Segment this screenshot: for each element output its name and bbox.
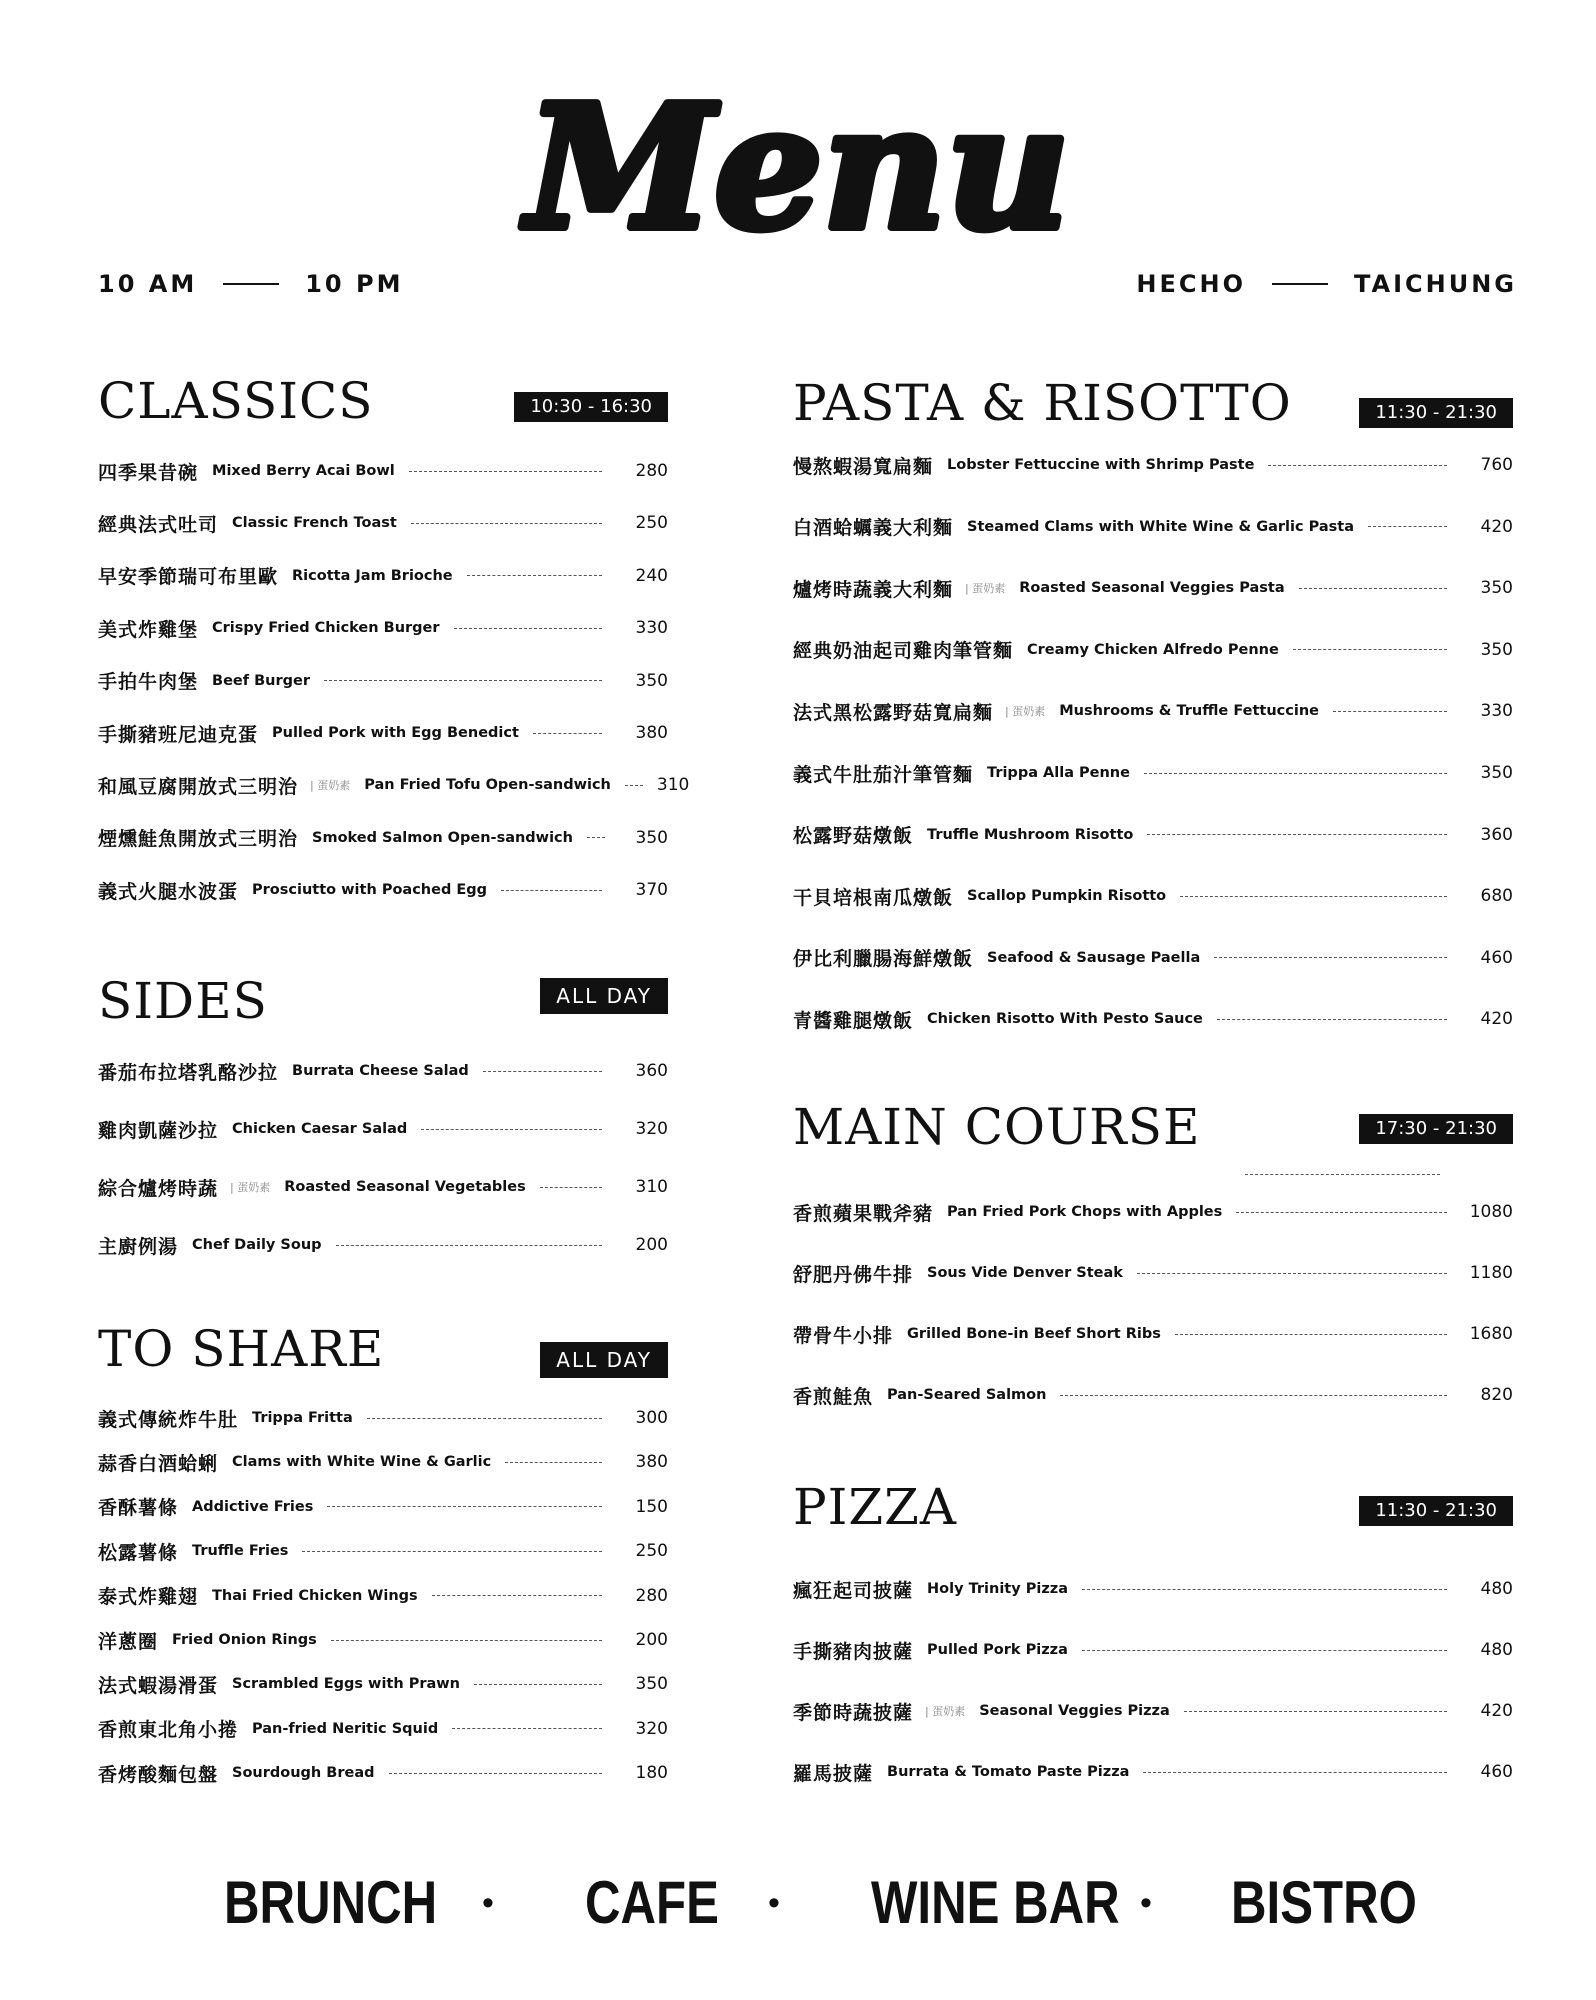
dish-name-zh: 早安季節瑞可布里歐: [98, 566, 279, 589]
price: 420: [1480, 1009, 1513, 1030]
vegetarian-tag: | 蛋奶素: [230, 1181, 271, 1194]
dish-name-en: Pan-fried Neritic Squid: [252, 1720, 439, 1737]
menu-item: [98, 456, 668, 486]
footer-tagline: [0, 1868, 1596, 1938]
dish-name-en: Scallop Pumpkin Risotto: [967, 888, 1167, 905]
dotted-leader: [483, 1071, 602, 1072]
dotted-leader: [327, 1506, 602, 1507]
dish-name-zh: 季節時蔬披薩: [793, 1701, 914, 1724]
dotted-leader: [302, 1551, 602, 1552]
price: 280: [635, 1585, 668, 1606]
dish-name-en: Sous Vide Denver Steak: [927, 1265, 1123, 1281]
menu-item: [98, 875, 668, 905]
dotted-leader: [1082, 1650, 1447, 1651]
dish-name-zh: 番茄布拉塔乳酪沙拉: [98, 1061, 279, 1084]
price: 380: [635, 1452, 668, 1473]
menu-item: [793, 696, 1513, 726]
dish-name-zh: 羅馬披薩: [793, 1762, 874, 1785]
dish-name-en: Roasted Seasonal Vegetables: [284, 1179, 526, 1195]
dish-name-en: Roasted Seasonal Veggies Pasta: [1019, 580, 1285, 597]
menu-item: [793, 450, 1513, 480]
dish-name-en: Beef Burger: [212, 672, 310, 689]
dish-name-zh: 手撕豬肉披薩: [793, 1640, 914, 1663]
price: 150: [635, 1496, 668, 1517]
dish-name-zh: 經典奶油起司雞肉筆管麵: [793, 640, 1014, 663]
dotted-leader: [389, 1773, 602, 1774]
dish-name-zh: 帶骨牛小排: [793, 1324, 894, 1347]
price: 380: [635, 723, 668, 743]
dish-name-zh: 泰式炸雞翅: [98, 1586, 199, 1609]
close-time: 10 PM: [305, 270, 404, 298]
dish-name-en: Truffle Fries: [192, 1543, 289, 1560]
dish-name-zh: 義式牛肚茄汁筆管麵: [793, 763, 974, 786]
section-pasta-risotto: [793, 370, 1513, 1032]
dish-name-en: Sourdough Bread: [232, 1765, 375, 1782]
dish-name-en: Fried Onion Rings: [172, 1632, 317, 1648]
menu-item: [98, 1625, 668, 1655]
dish-name-zh: 手拍牛肉堡: [98, 671, 199, 694]
dotted-leader: [625, 785, 643, 786]
vegetarian-tag: | 蛋奶素: [1005, 705, 1046, 719]
dish-name-en: Creamy Chicken Alfredo Penne: [1027, 641, 1279, 658]
dotted-leader: [331, 1640, 602, 1641]
menu-script-logo: [498, 62, 1098, 302]
dish-name-en: Mushrooms & Truffle Fettuccine: [1059, 703, 1319, 720]
section-title: PIZZA: [793, 1478, 957, 1536]
section-sides: [98, 968, 668, 1258]
time-badge: 11:30 - 21:30: [1359, 398, 1513, 428]
dish-name-zh: 美式炸雞堡: [98, 618, 199, 641]
price: 300: [635, 1408, 668, 1428]
price: 350: [635, 827, 668, 848]
dish-name-en: Crispy Fried Chicken Burger: [212, 620, 440, 637]
time-badge: ALL DAY: [540, 1342, 668, 1378]
hours-divider: [223, 283, 279, 285]
price: 820: [1480, 1385, 1513, 1405]
dish-name-zh: 舒肥丹佛牛排: [793, 1263, 914, 1286]
price: 420: [1480, 1701, 1513, 1721]
decorative-dashed-line: [1245, 1174, 1440, 1175]
dish-name-en: Seasonal Veggies Pizza: [979, 1703, 1170, 1719]
dish-name-en: Pan-Seared Salmon: [887, 1387, 1047, 1403]
menu-item: [98, 718, 668, 748]
menu-item: [793, 758, 1513, 788]
price: 250: [635, 1541, 668, 1562]
dish-name-zh: 香煎鮭魚: [793, 1385, 874, 1408]
dish-name-zh: 爐烤時蔬義大利麵: [793, 578, 954, 601]
menu-item: [98, 1056, 668, 1086]
price: 330: [635, 618, 668, 639]
menu-logo: [0, 62, 1596, 302]
menu-item: [793, 1757, 1513, 1787]
dotted-leader: [1175, 1334, 1447, 1335]
price: 350: [1480, 763, 1513, 783]
footer-word-wine-bar: WINE BAR: [871, 1869, 1120, 1936]
dish-name-zh: 瘋狂起司披薩: [793, 1579, 914, 1602]
dish-name-en: Ricotta Jam Brioche: [292, 567, 453, 584]
dish-name-en: Chef Daily Soup: [192, 1237, 322, 1253]
dish-name-zh: 法式蝦湯滑蛋: [98, 1674, 219, 1697]
price: 420: [1480, 516, 1513, 537]
menu-item: [98, 1172, 668, 1202]
dish-name-en: Lobster Fettuccine with Shrimp Paste: [947, 457, 1255, 473]
dish-name-zh: 香煎東北角小捲: [98, 1719, 239, 1742]
dish-name-en: Grilled Bone-in Beef Short Ribs: [907, 1326, 1161, 1342]
menu-item: [793, 820, 1513, 850]
footer-word-brunch: BRUNCH: [224, 1869, 438, 1936]
price: 350: [1480, 578, 1513, 599]
menu-item: [98, 561, 668, 591]
section-classics: [98, 368, 690, 903]
dotted-leader: [324, 680, 602, 681]
price: 480: [1480, 1640, 1513, 1660]
dotted-leader: [336, 1245, 602, 1246]
menu-item: [793, 1635, 1513, 1665]
dish-name-en: Classic French Toast: [232, 515, 397, 532]
price: 250: [635, 513, 668, 534]
dish-name-zh: 手撕豬班尼迪克蛋: [98, 723, 259, 746]
menu-item: [793, 1258, 1513, 1288]
menu-item: [793, 881, 1513, 911]
section-title: TO SHARE: [98, 1320, 385, 1378]
dotted-leader: [1147, 834, 1447, 835]
price: 480: [1480, 1579, 1513, 1599]
dotted-leader: [1236, 1212, 1447, 1213]
price: 760: [1480, 455, 1513, 475]
dotted-leader: [1060, 1395, 1447, 1396]
dotted-leader: [533, 733, 602, 734]
menu-item: [98, 1758, 668, 1788]
price: 310: [656, 775, 690, 796]
dotted-leader: [505, 1462, 602, 1463]
vegetarian-tag: | 蛋奶素: [965, 582, 1006, 596]
footer-separator: •: [768, 1884, 780, 1922]
dotted-leader: [1217, 1019, 1447, 1020]
price: 350: [1480, 639, 1513, 660]
menu-item: [98, 508, 668, 538]
dish-name-en: Pan Fried Pork Chops with Apples: [947, 1204, 1223, 1220]
open-time: 10 AM: [98, 270, 198, 298]
location-divider: [1272, 283, 1328, 285]
price: 320: [635, 1119, 668, 1139]
price: 460: [1480, 947, 1513, 968]
price: 310: [635, 1177, 668, 1197]
dish-name-en: Smoked Salmon Open-sandwich: [312, 829, 573, 846]
menu-item: [98, 613, 668, 643]
menu-item: [98, 1403, 668, 1433]
dish-name-en: Pulled Pork Pizza: [927, 1642, 1068, 1658]
menu-item: [98, 1230, 668, 1260]
price: 460: [1480, 1762, 1513, 1782]
price: 1180: [1469, 1263, 1513, 1283]
dotted-leader: [1180, 896, 1447, 897]
section-to-share: [98, 1316, 668, 1786]
price: 330: [1480, 701, 1513, 722]
dotted-leader: [432, 1595, 602, 1596]
dish-name-zh: 蒜香白酒蛤蜊: [98, 1452, 219, 1475]
dotted-leader: [409, 471, 602, 472]
dish-name-en: Clams with White Wine & Garlic: [232, 1454, 492, 1471]
dish-name-zh: 義式傳統炸牛肚: [98, 1408, 239, 1431]
dish-name-en: Addictive Fries: [192, 1498, 314, 1515]
dish-name-en: Burrata Cheese Salad: [292, 1063, 469, 1079]
dotted-leader: [1293, 649, 1447, 650]
price: 180: [635, 1763, 668, 1784]
dish-name-en: Pan Fried Tofu Open-sandwich: [364, 777, 611, 794]
dish-name-zh: 主廚例湯: [98, 1235, 179, 1258]
menu-item: [793, 635, 1513, 665]
section-title: SIDES: [98, 972, 268, 1030]
dish-name-zh: 伊比利臘腸海鮮燉飯: [793, 948, 974, 971]
dish-name-en: Chicken Risotto With Pesto Sauce: [927, 1011, 1203, 1028]
dotted-leader: [367, 1418, 602, 1419]
footer-word-cafe: CAFE: [585, 1869, 719, 1936]
dish-name-en: Steamed Clams with White Wine & Garlic Pasta: [967, 518, 1354, 535]
menu-item: [793, 1319, 1513, 1349]
dish-name-zh: 香煎蘋果戰斧豬: [793, 1202, 934, 1225]
dotted-leader: [474, 1684, 602, 1685]
dish-name-zh: 松露薯條: [98, 1541, 179, 1564]
menu-item: [98, 1581, 668, 1611]
dish-name-zh: 雞肉凱薩沙拉: [98, 1119, 219, 1142]
dish-name-zh: 慢熬蝦湯寬扁麵: [793, 455, 934, 478]
dish-name-zh: 法式黑松露野菇寬扁麵: [793, 701, 994, 724]
dotted-leader: [1214, 957, 1447, 958]
dish-name-en: Burrata & Tomato Paste Pizza: [887, 1764, 1130, 1780]
dish-name-zh: 煙燻鮭魚開放式三明治: [98, 828, 299, 851]
price: 280: [635, 461, 668, 481]
menu-item: [793, 943, 1513, 973]
menu-item: [793, 1380, 1513, 1410]
section-main-course: [793, 1094, 1513, 1408]
dotted-leader: [452, 1728, 602, 1729]
menu-item: [98, 1536, 668, 1566]
dish-name-zh: 香烤酸麵包盤: [98, 1763, 219, 1786]
dish-name-en: Scrambled Eggs with Prawn: [232, 1676, 461, 1693]
price: 680: [1480, 886, 1513, 907]
section-title: CLASSICS: [98, 372, 374, 430]
section-pizza: [793, 1474, 1513, 1785]
vegetarian-tag: | 蛋奶素: [310, 779, 351, 793]
price: 320: [635, 1718, 668, 1739]
dish-name-zh: 和風豆腐開放式三明治: [98, 775, 299, 798]
dish-name-zh: 干貝培根南瓜燉飯: [793, 886, 954, 909]
price: 240: [635, 565, 668, 586]
dish-name-zh: 松露野菇燉飯: [793, 825, 914, 848]
opening-hours: [98, 270, 403, 298]
price: 1080: [1469, 1202, 1513, 1222]
dish-name-zh: 四季果昔碗: [98, 461, 199, 484]
dish-name-zh: 青醬雞腿燉飯: [793, 1009, 914, 1032]
city-name: TAICHUNG: [1354, 270, 1517, 298]
dish-name-en: Thai Fried Chicken Wings: [212, 1587, 418, 1604]
menu-item: [793, 512, 1513, 542]
price: 360: [635, 1061, 668, 1081]
dish-name-en: Chicken Caesar Salad: [232, 1121, 408, 1137]
price: 360: [1480, 824, 1513, 845]
dotted-leader: [540, 1187, 602, 1188]
dotted-leader: [1268, 465, 1447, 466]
dish-name-zh: 洋蔥圈: [98, 1630, 159, 1653]
vegetarian-tag: | 蛋奶素: [925, 1705, 966, 1718]
menu-item: [98, 770, 690, 800]
dotted-leader: [1333, 711, 1447, 712]
dotted-leader: [1143, 1772, 1447, 1773]
menu-item: [793, 573, 1513, 603]
time-badge: 17:30 - 21:30: [1359, 1114, 1513, 1144]
price: 1680: [1469, 1324, 1513, 1344]
menu-item: [793, 1197, 1513, 1227]
dotted-leader: [421, 1129, 602, 1130]
dish-name-en: Trippa Fritta: [252, 1410, 353, 1426]
menu-item: [98, 666, 668, 696]
dotted-leader: [1368, 526, 1447, 527]
dish-name-en: Truffle Mushroom Risotto: [927, 826, 1134, 843]
dish-name-en: Seafood & Sausage Paella: [987, 949, 1201, 966]
menu-item: [98, 1714, 668, 1744]
menu-item: [793, 1004, 1513, 1034]
dotted-leader: [1137, 1273, 1447, 1274]
menu-item: [98, 823, 668, 853]
time-badge: ALL DAY: [540, 978, 668, 1014]
menu-item: [98, 1669, 668, 1699]
section-title: MAIN COURSE: [793, 1098, 1201, 1156]
menu-item: [98, 1114, 668, 1144]
location: [1136, 270, 1517, 298]
dotted-leader: [587, 837, 605, 838]
dish-name-zh: 經典法式吐司: [98, 513, 219, 536]
dotted-leader: [1144, 773, 1447, 774]
dotted-leader: [454, 628, 602, 629]
dish-name-en: Mixed Berry Acai Bowl: [212, 463, 395, 479]
dotted-leader: [1299, 588, 1447, 589]
dish-name-zh: 白酒蛤蠣義大利麵: [793, 517, 954, 540]
dish-name-zh: 香酥薯條: [98, 1497, 179, 1520]
price: 200: [635, 1630, 668, 1650]
time-badge: 10:30 - 16:30: [514, 392, 668, 422]
menu-item: [98, 1447, 668, 1477]
dish-name-zh: 綜合爐烤時蔬: [98, 1177, 219, 1200]
dotted-leader: [1184, 1711, 1447, 1712]
dish-name-en: Prosciutto with Poached Egg: [252, 882, 488, 899]
dotted-leader: [1082, 1589, 1447, 1590]
dotted-leader: [467, 575, 602, 576]
time-badge: 11:30 - 21:30: [1359, 1496, 1513, 1526]
menu-item: [793, 1696, 1513, 1726]
dish-name-zh: 義式火腿水波蛋: [98, 880, 239, 903]
dish-name-en: Holy Trinity Pizza: [927, 1581, 1068, 1597]
menu-item: [793, 1574, 1513, 1604]
dish-name-en: Pulled Pork with Egg Benedict: [272, 725, 519, 741]
footer-separator: •: [482, 1884, 494, 1922]
section-title: PASTA & RISOTTO: [793, 374, 1292, 432]
dotted-leader: [501, 890, 602, 891]
menu-item: [98, 1492, 668, 1522]
brand-name: HECHO: [1136, 270, 1247, 298]
price: 350: [635, 1674, 668, 1695]
price: 370: [635, 880, 668, 901]
footer-word-bistro: BISTRO: [1231, 1869, 1417, 1936]
svg-text:Menu: Menu: [526, 68, 1070, 268]
price: 200: [635, 1235, 668, 1255]
price: 350: [635, 670, 668, 691]
dish-name-en: Trippa Alla Penne: [987, 765, 1130, 781]
footer-separator: •: [1140, 1884, 1152, 1922]
dotted-leader: [411, 523, 602, 524]
